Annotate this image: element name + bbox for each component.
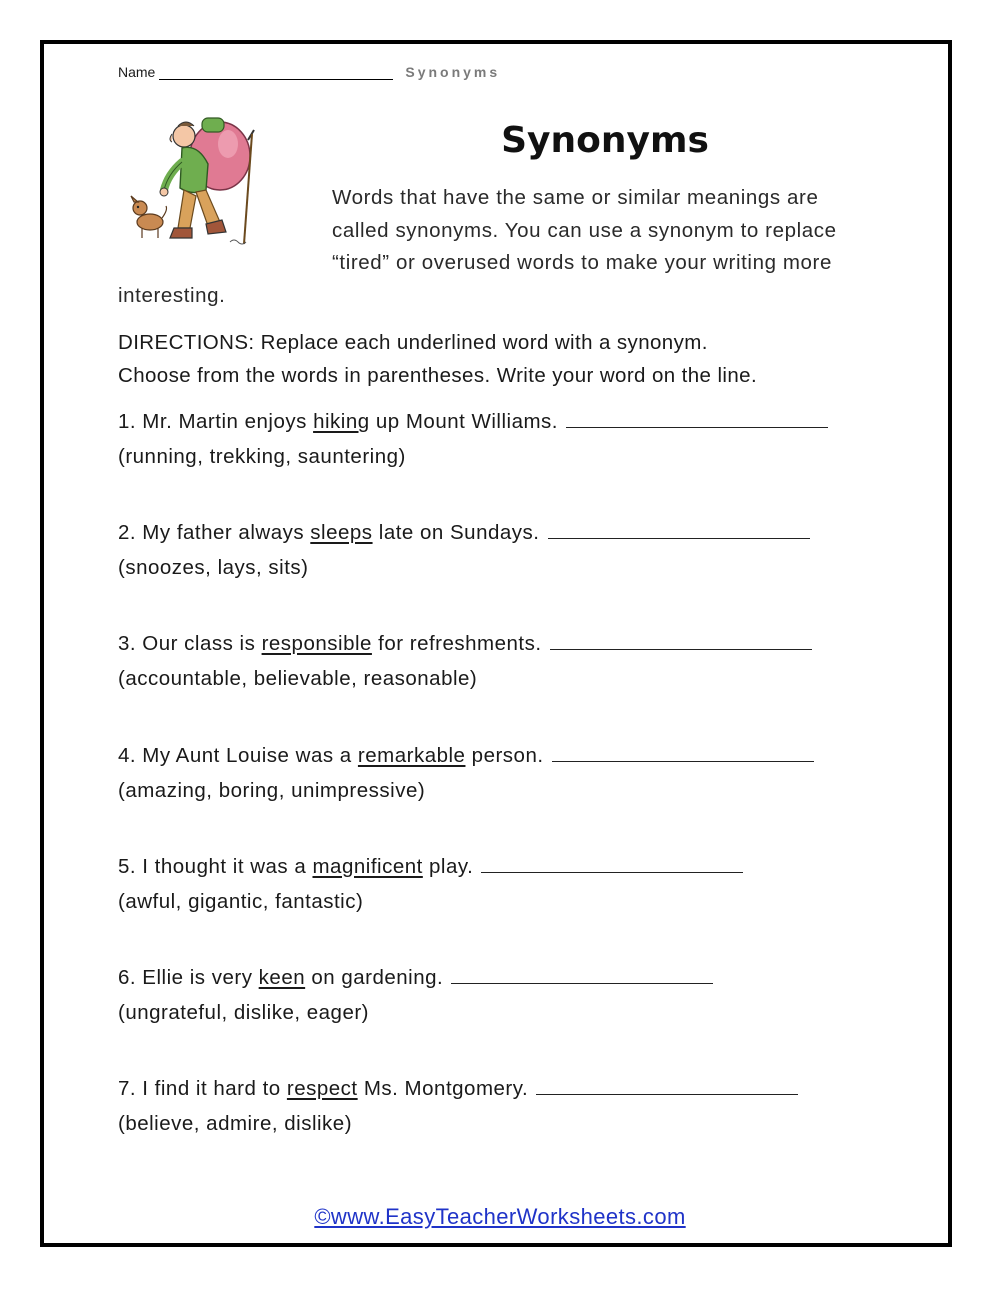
question-options: (ungrateful, dislike, eager) xyxy=(118,1000,370,1024)
name-line[interactable] xyxy=(159,65,393,80)
question-before: 3. Our class is xyxy=(118,632,256,656)
question-after: on gardening. xyxy=(311,965,444,989)
underlined-word: keen xyxy=(258,965,306,989)
question-sentence xyxy=(118,406,898,440)
question-after: Ms. Montgomery. xyxy=(363,1077,529,1101)
answer-blank[interactable] xyxy=(566,407,828,428)
underlined-word: magnificent xyxy=(312,854,423,878)
question-before: 4. My Aunt Louise was a xyxy=(118,743,352,767)
page-title: Synonyms xyxy=(501,120,709,161)
question-after: up Mount Williams. xyxy=(375,410,559,433)
answer-blank[interactable] xyxy=(550,629,812,650)
answer-blank[interactable] xyxy=(481,852,743,873)
answer-blank[interactable] xyxy=(451,963,713,984)
question-sentence xyxy=(118,1073,898,1107)
question-sentence xyxy=(118,517,898,551)
underlined-word: sleeps xyxy=(310,521,373,545)
question-sentence xyxy=(118,628,898,662)
question-list xyxy=(118,406,898,1184)
question-options: (running, trekking, sauntering) xyxy=(118,445,406,468)
directions-line-1: DIRECTIONS: Replace each underlined word with a synonym. xyxy=(118,331,708,354)
question-before: 2. My father always xyxy=(118,521,305,545)
question-options: (amazing, boring, unimpressive) xyxy=(118,778,426,802)
directions xyxy=(118,327,878,392)
question-options: (snoozes, lays, sits) xyxy=(118,556,309,580)
name-row xyxy=(118,60,500,80)
question-item xyxy=(118,628,898,739)
question-item xyxy=(118,517,898,628)
directions-line-2: Choose from the words in parentheses. Write your word on the line. xyxy=(118,363,758,387)
question-after: late on Sundays. xyxy=(378,521,540,545)
footer xyxy=(0,1204,1000,1230)
question-options: (believe, admire, dislike) xyxy=(118,1112,353,1136)
question-sentence xyxy=(118,962,898,996)
question-item xyxy=(118,1073,898,1184)
question-sentence xyxy=(118,851,898,885)
name-label: Name xyxy=(118,64,156,80)
question-item xyxy=(118,740,898,851)
intro-text: Words that have the same or similar meanings are called synonyms. You can use a synonym to replace “tired” or overused words to make your writing more interesting. xyxy=(118,186,837,307)
underlined-word: remarkable xyxy=(357,743,466,767)
intro-paragraph xyxy=(118,182,878,312)
question-item xyxy=(118,962,898,1073)
question-before: 1. Mr. Martin enjoys xyxy=(118,410,307,433)
question-after: play. xyxy=(429,854,474,878)
question-after: person. xyxy=(471,743,544,767)
footer-link[interactable]: ©www.EasyTeacherWorksheets.com xyxy=(314,1204,686,1229)
underlined-word: respect xyxy=(286,1077,358,1101)
question-before: 5. I thought it was a xyxy=(118,854,307,878)
question-item xyxy=(118,851,898,962)
question-item xyxy=(118,406,898,517)
question-options: (accountable, believable, reasonable) xyxy=(118,667,478,691)
question-before: 7. I find it hard to xyxy=(118,1077,281,1101)
question-sentence xyxy=(118,740,898,774)
question-options: (awful, gigantic, fantastic) xyxy=(118,889,364,913)
header-tag: Synonyms xyxy=(405,64,501,80)
answer-blank[interactable] xyxy=(536,1074,798,1095)
question-after: for refreshments. xyxy=(378,632,542,656)
answer-blank[interactable] xyxy=(552,741,814,762)
underlined-word: hiking xyxy=(313,410,370,433)
question-before: 6. Ellie is very xyxy=(118,965,253,989)
answer-blank[interactable] xyxy=(548,518,810,539)
underlined-word: responsible xyxy=(261,632,372,656)
